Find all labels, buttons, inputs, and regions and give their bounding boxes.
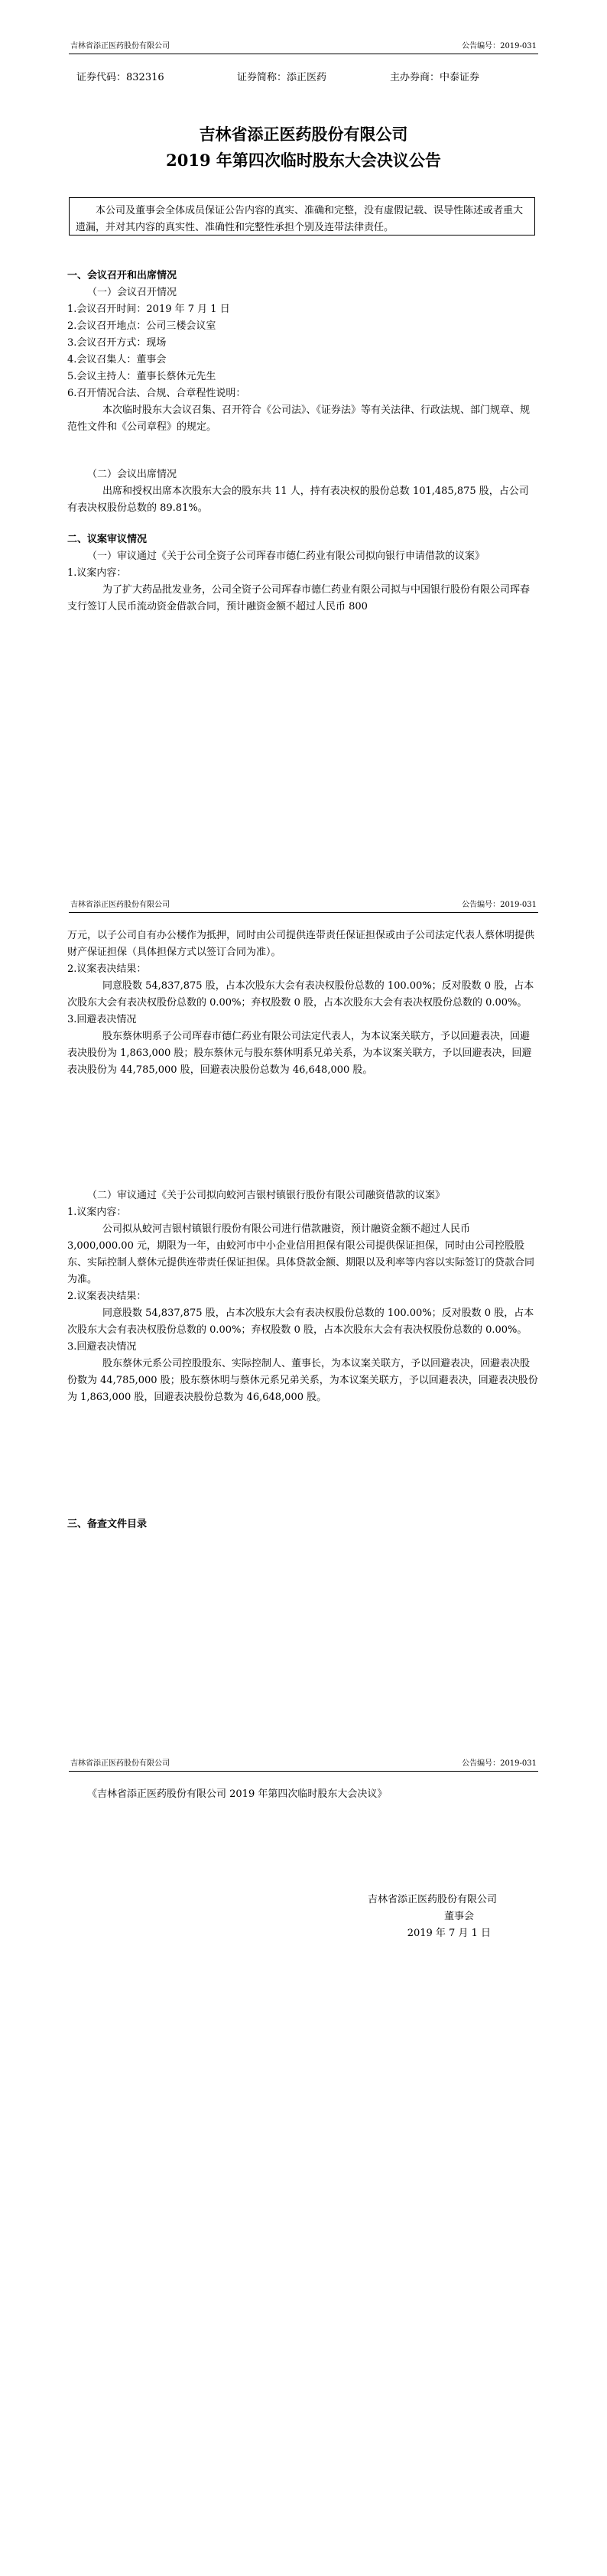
header-notice-number: 公告编号：2019-031 xyxy=(462,42,537,50)
page-header xyxy=(69,1757,538,1772)
section-1-heading: 一、会议召开和出席情况 xyxy=(67,270,177,281)
section-2-heading: 二、议案审议情况 xyxy=(67,534,148,545)
motion-2-content-label: 1.议案内容： xyxy=(67,1207,127,1218)
motion-1-vote-label: 2.议案表决结果： xyxy=(67,963,147,975)
reference-document-item: 《吉林省添正医药股份有限公司 2019 年第四次临时股东大会决议》 xyxy=(87,1788,388,1800)
motion-1-content-part-2: 万元，以子公司自有办公楼作为抵押，同时由公司提供连带责任保证担保或由子公司法定代表人蔡休明提供财产保证担保（具体担保方式以签订合同为准）。 xyxy=(67,930,535,958)
page-1 xyxy=(0,0,607,859)
meeting-chair: 5.会议主持人：董事长蔡休元先生 xyxy=(67,371,216,382)
motion-1-content-part-1: 为了扩大药品批发业务，公司全资子公司珲春市德仁药业有限公司拟与中国银行股份有限公司珲春支行签订人民币流动资金借款合同，预计融资金额不超过人民币 800 xyxy=(67,584,531,612)
attendance-text: 出席和授权出席本次股东大会的股东共 11 人，持有表决权的股份总数 101,485,875 股，占公司有表决权股份总数的 89.81%。 xyxy=(67,486,529,514)
motion-1-vote-result: 同意股数 54,837,875 股，占本次股东大会有表决权股份总数的 100.00%；反对股数 0 股，占本次股东大会有表决权股份总数的 0.00%；弃权股数 0 股，占本次股东大会有表决权股份总数的 0.00%。 xyxy=(67,980,534,1009)
motion-1-title: （一）审议通过《关于公司全资子公司珲春市德仁药业有限公司拟向银行申请借款的议案》 xyxy=(87,551,485,562)
signature-block xyxy=(321,1892,497,1942)
header-company: 吉林省添正医药股份有限公司 xyxy=(70,1759,170,1768)
legality-text: 本次临时股东大会议召集、召开符合《公司法》、《证券法》等有关法律、行政法规、部门规章、规范性文件和《公司章程》的规定。 xyxy=(67,404,531,433)
security-code: 证券代码：832316 xyxy=(76,72,164,83)
reference-documents xyxy=(67,1786,538,1803)
section-2-start xyxy=(67,531,538,616)
section-1-attendance xyxy=(67,466,538,517)
page-3 xyxy=(0,1717,607,2576)
header-company: 吉林省添正医药股份有限公司 xyxy=(70,42,170,50)
meeting-location: 2.会议召开地点：公司三楼会议室 xyxy=(67,320,216,332)
legality-label: 6.召开情况合法、合规、合章程性说明： xyxy=(67,388,246,399)
motion-1-avoid-label: 3.回避表决情况 xyxy=(67,1014,137,1025)
header-company: 吉林省添正医药股份有限公司 xyxy=(70,901,170,909)
section-3 xyxy=(67,1516,538,1533)
meeting-time: 1.会议召开时间：2019 年 7 月 1 日 xyxy=(67,304,230,315)
motion-1-avoid-text: 股东蔡休明系子公司珲春市德仁药业有限公司法定代表人，为本议案关联方，予以回避表决，回避表决股份为 1,863,000 股；股东蔡休元与股东蔡休明系兄弟关系，为本议案关联方，予以回避表决，回避表决股份为 44,785,000 股，回避表决股份总数为 46,648,000 股。 xyxy=(67,1031,532,1076)
motion-2-title: （二）审议通过《关于公司拟向蛟河吉银村镇银行股份有限公司融资借款的议案》 xyxy=(87,1190,446,1201)
subsection-meeting-convening: （一）会议召开情况 xyxy=(87,287,177,298)
signature-company: 吉林省添正医药股份有限公司 xyxy=(367,1894,497,1905)
security-short-name: 证券简称：添正医药 xyxy=(237,72,327,83)
header-notice-number: 公告编号：2019-031 xyxy=(462,1759,537,1768)
motion-2-avoid-text: 股东蔡休元系公司控股股东、实际控制人、董事长，为本议案关联方，予以回避表决，回避表决股份数为 44,785,000 股；股东蔡休明与蔡休元系兄弟关系，为本议案关联方，予以回避表决，回避表决股份为 1,863,000 股，回避表决股份总数为 46,648,000 股。 xyxy=(67,1358,538,1403)
signature-board: 董事会 xyxy=(443,1911,474,1922)
section-1 xyxy=(67,268,538,436)
motion-2-vote-label: 2.议案表决结果： xyxy=(67,1291,147,1302)
motion-2-content: 公司拟从蛟河吉银村镇银行股份有限公司进行借款融资，预计融资金额不超过人民币 3,000,000.00 元，期限为一年，由蛟河市中小企业信用担保有限公司提供保证担保，同时由公司控股股东、实际控制人蔡休元提供连带责任保证担保。具体贷款金额、期限以及利率等内容以实际签订的贷款合同为准。 xyxy=(67,1223,535,1285)
motion-2-avoid-label: 3.回避表决情况 xyxy=(67,1341,137,1353)
motion-2-vote-result: 同意股数 54,837,875 股，占本次股东大会有表决权股份总数的 100.00%；反对股数 0 股，占本次股东大会有表决权股份总数的 0.00%；弃权股数 0 股，占本次股东大会有表决权股份总数的 0.00%。 xyxy=(67,1307,534,1336)
page-header xyxy=(69,898,538,913)
meeting-convener: 4.会议召集人：董事会 xyxy=(67,354,167,365)
signature-date: 2019 年 7 月 1 日 xyxy=(407,1928,491,1939)
document-title-line-1: 吉林省添正医药股份有限公司 xyxy=(199,125,408,144)
page-header xyxy=(69,40,538,54)
motion-2 xyxy=(67,1187,538,1406)
header-notice-number: 公告编号：2019-031 xyxy=(462,901,537,909)
page-2 xyxy=(0,859,607,1717)
disclaimer-box xyxy=(69,197,535,236)
meeting-method: 3.会议召开方式：现场 xyxy=(67,337,167,349)
motion-1-content-label: 1.议案内容： xyxy=(67,567,127,579)
section-3-heading: 三、备查文件目录 xyxy=(67,1519,148,1530)
disclaimer-text: 本公司及董事会全体成员保证公告内容的真实、准确和完整，没有虚假记载、误导性陈述或者重大遗漏，并对其内容的真实性、准确性和完整性承担个别及连带法律责任。 xyxy=(76,205,524,233)
motion-1-continued xyxy=(67,927,538,1079)
subsection-attendance: （二）会议出席情况 xyxy=(87,469,177,480)
document-title-line-2: 2019 年第四次临时股东大会决议公告 xyxy=(166,151,441,170)
lead-broker: 主办券商：中泰证券 xyxy=(390,72,480,83)
